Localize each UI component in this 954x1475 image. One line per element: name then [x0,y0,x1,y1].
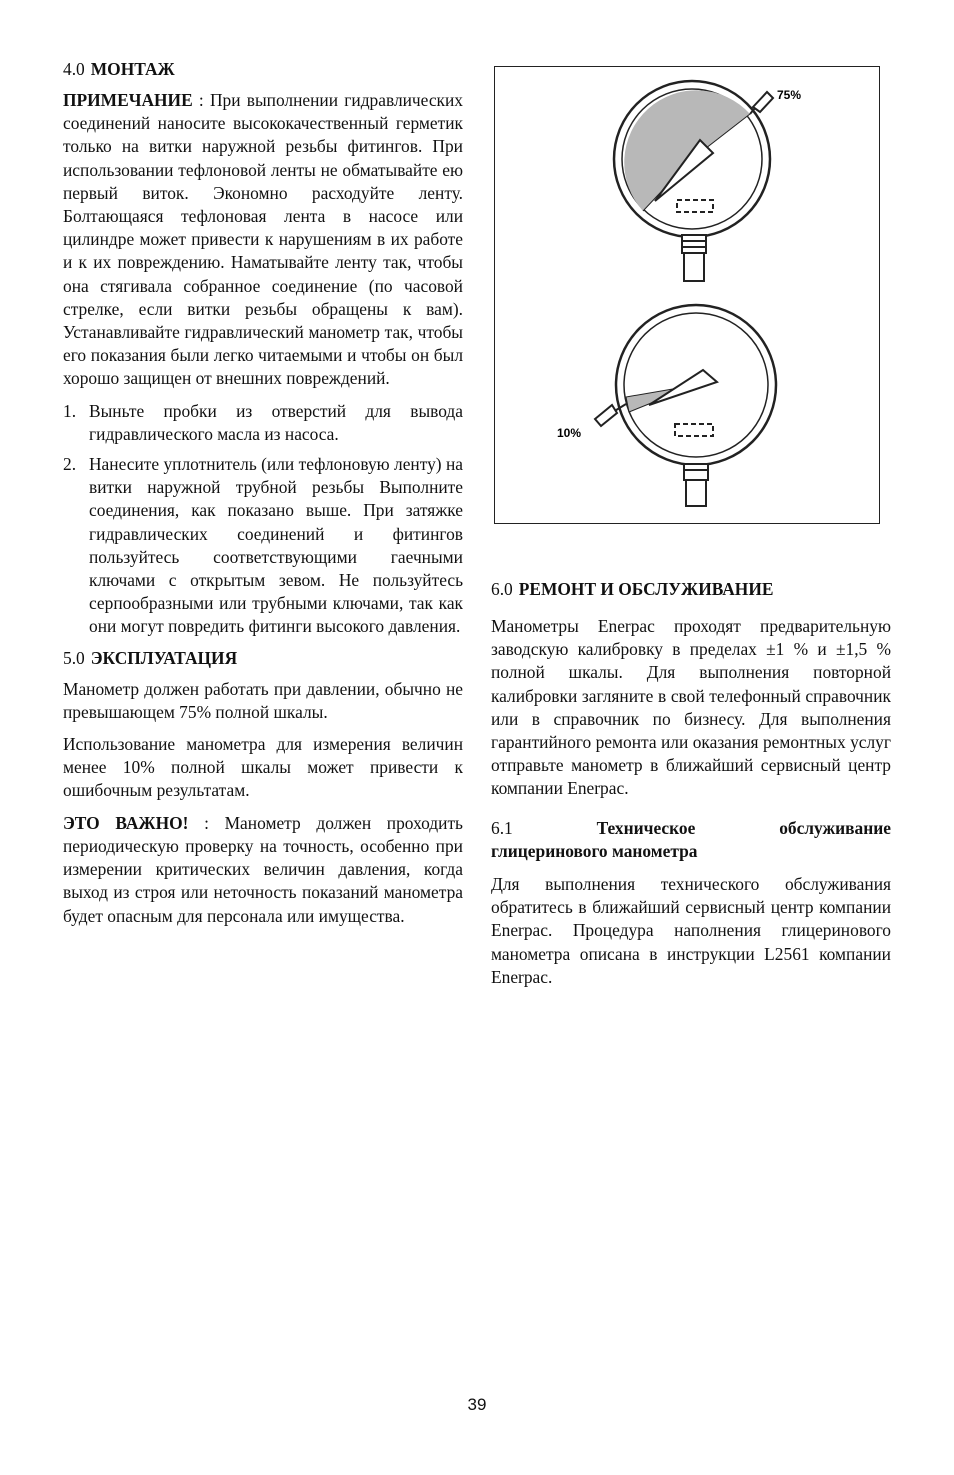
list-item [63,400,463,446]
subsection-title-part: Техническое [596,817,696,838]
list-item-number: 1. [63,400,77,421]
note-text: : При выполнении гидравлических соединений наносите высококачественный герметик только на витки наружной резьбы фитингов. При использовании тефлоновой ленты не обматывайте ею первый виток. Экономно расходуйте ленту. Болтающаяся тефлоновая лента в насосе или цилиндре может привести к нарушениям в их работе и к их повреждению. Наматывайте ленту так, чтобы она стягивала собранное соединение (по часовой стрелке, если витки резьбы обращены к вам). Устанавливайте гидравлический манометр так, чтобы его показания были легко читаемыми и чтобы он был хорошо защищен от внешних повреждений. [63,90,463,389]
left-column [63,58,463,937]
top-gauge [614,81,801,281]
list-item-number: 2. [63,454,77,475]
steps-list [63,400,463,639]
important-paragraph [63,812,463,928]
section-title: МОНТАЖ [90,59,175,79]
list-item-text: Нанесите уплотнитель (или тефлоновую ленту) на витки наружной трубной резьбы Выполните соединения, как показано выше. При затяжке гидравлических соединений и фитингов пользуйтесь соответствующими гаечными ключами с открытым зевом. Не пользуйтесь серпообразными или трубными ключами, так как они могут повредить фитинги высокого давления. [89,454,463,637]
subsection-title-part: обслуживание [779,817,891,838]
bottom-gauge-label: 10% [557,426,582,440]
paragraph: Манометр должен работать при давлении, обычно не превышающем 75% полной шкалы. [63,678,463,722]
paragraph: Для выполнения технического обслуживания обратитесь в ближайший сервисный центр компании Enerpac. Процедура наполнения глицеринового манометра описана в инструкции L2561 компании Enerpac. [491,874,891,987]
note-lead: ПРИМЕЧАНИЕ [63,90,193,110]
important-text: : Манометр должен проходить периодическую проверку на точность, особенно при измерении критических величин давления, когда выход из строя или неточность показаний манометра будет опасным для персонала или имущества. [63,812,463,926]
note-paragraph [63,89,463,391]
subsection-heading-glycerin [491,817,891,863]
paragraph: Манометры Enerpac проходят предварительную заводскую калибровку в пределах ±1 % и ±1,5 % полной шкалы. Для выполнения повторной калибровки загляните в свой телефонный справочник или в справочник по бизнесу. Для выполнения гарантийного ремонта или оказания ремонтных услуг отправьте манометр в ближайший сервисный центр компании Enerpac. [491,616,891,799]
page-number: 39 [467,1395,487,1414]
list-item-text: Выньте пробки из отверстий для вывода гидравлического масла из насоса. [89,400,463,444]
section-title: РЕМОНТ И ОБСЛУЖИВАНИЕ [518,579,774,599]
subsection-title-part: глицеринового манометра [491,840,698,861]
subsection-number: 6.1 [491,817,513,838]
section-heading-ekspluatatsiya [63,647,463,670]
gauge-figure [494,66,880,524]
section-number: 4.0 [63,59,85,79]
paragraph: Использование манометра для измерения величин менее 10% полной шкалы может привести к ошибочным результатам. [63,734,463,801]
section-title: ЭКСПЛУАТАЦИЯ [90,647,238,668]
top-gauge-label: 75% [777,88,802,102]
list-item [63,453,463,639]
gauge-illustration [495,67,881,525]
section-heading-remont [491,578,891,601]
section-number: 5.0 [63,647,85,668]
section-number: 6.0 [491,579,513,599]
section-heading-montazh [63,58,463,81]
right-column [491,578,891,998]
important-lead: ЭТО ВАЖНО! [63,812,189,833]
bottom-gauge [557,305,776,506]
